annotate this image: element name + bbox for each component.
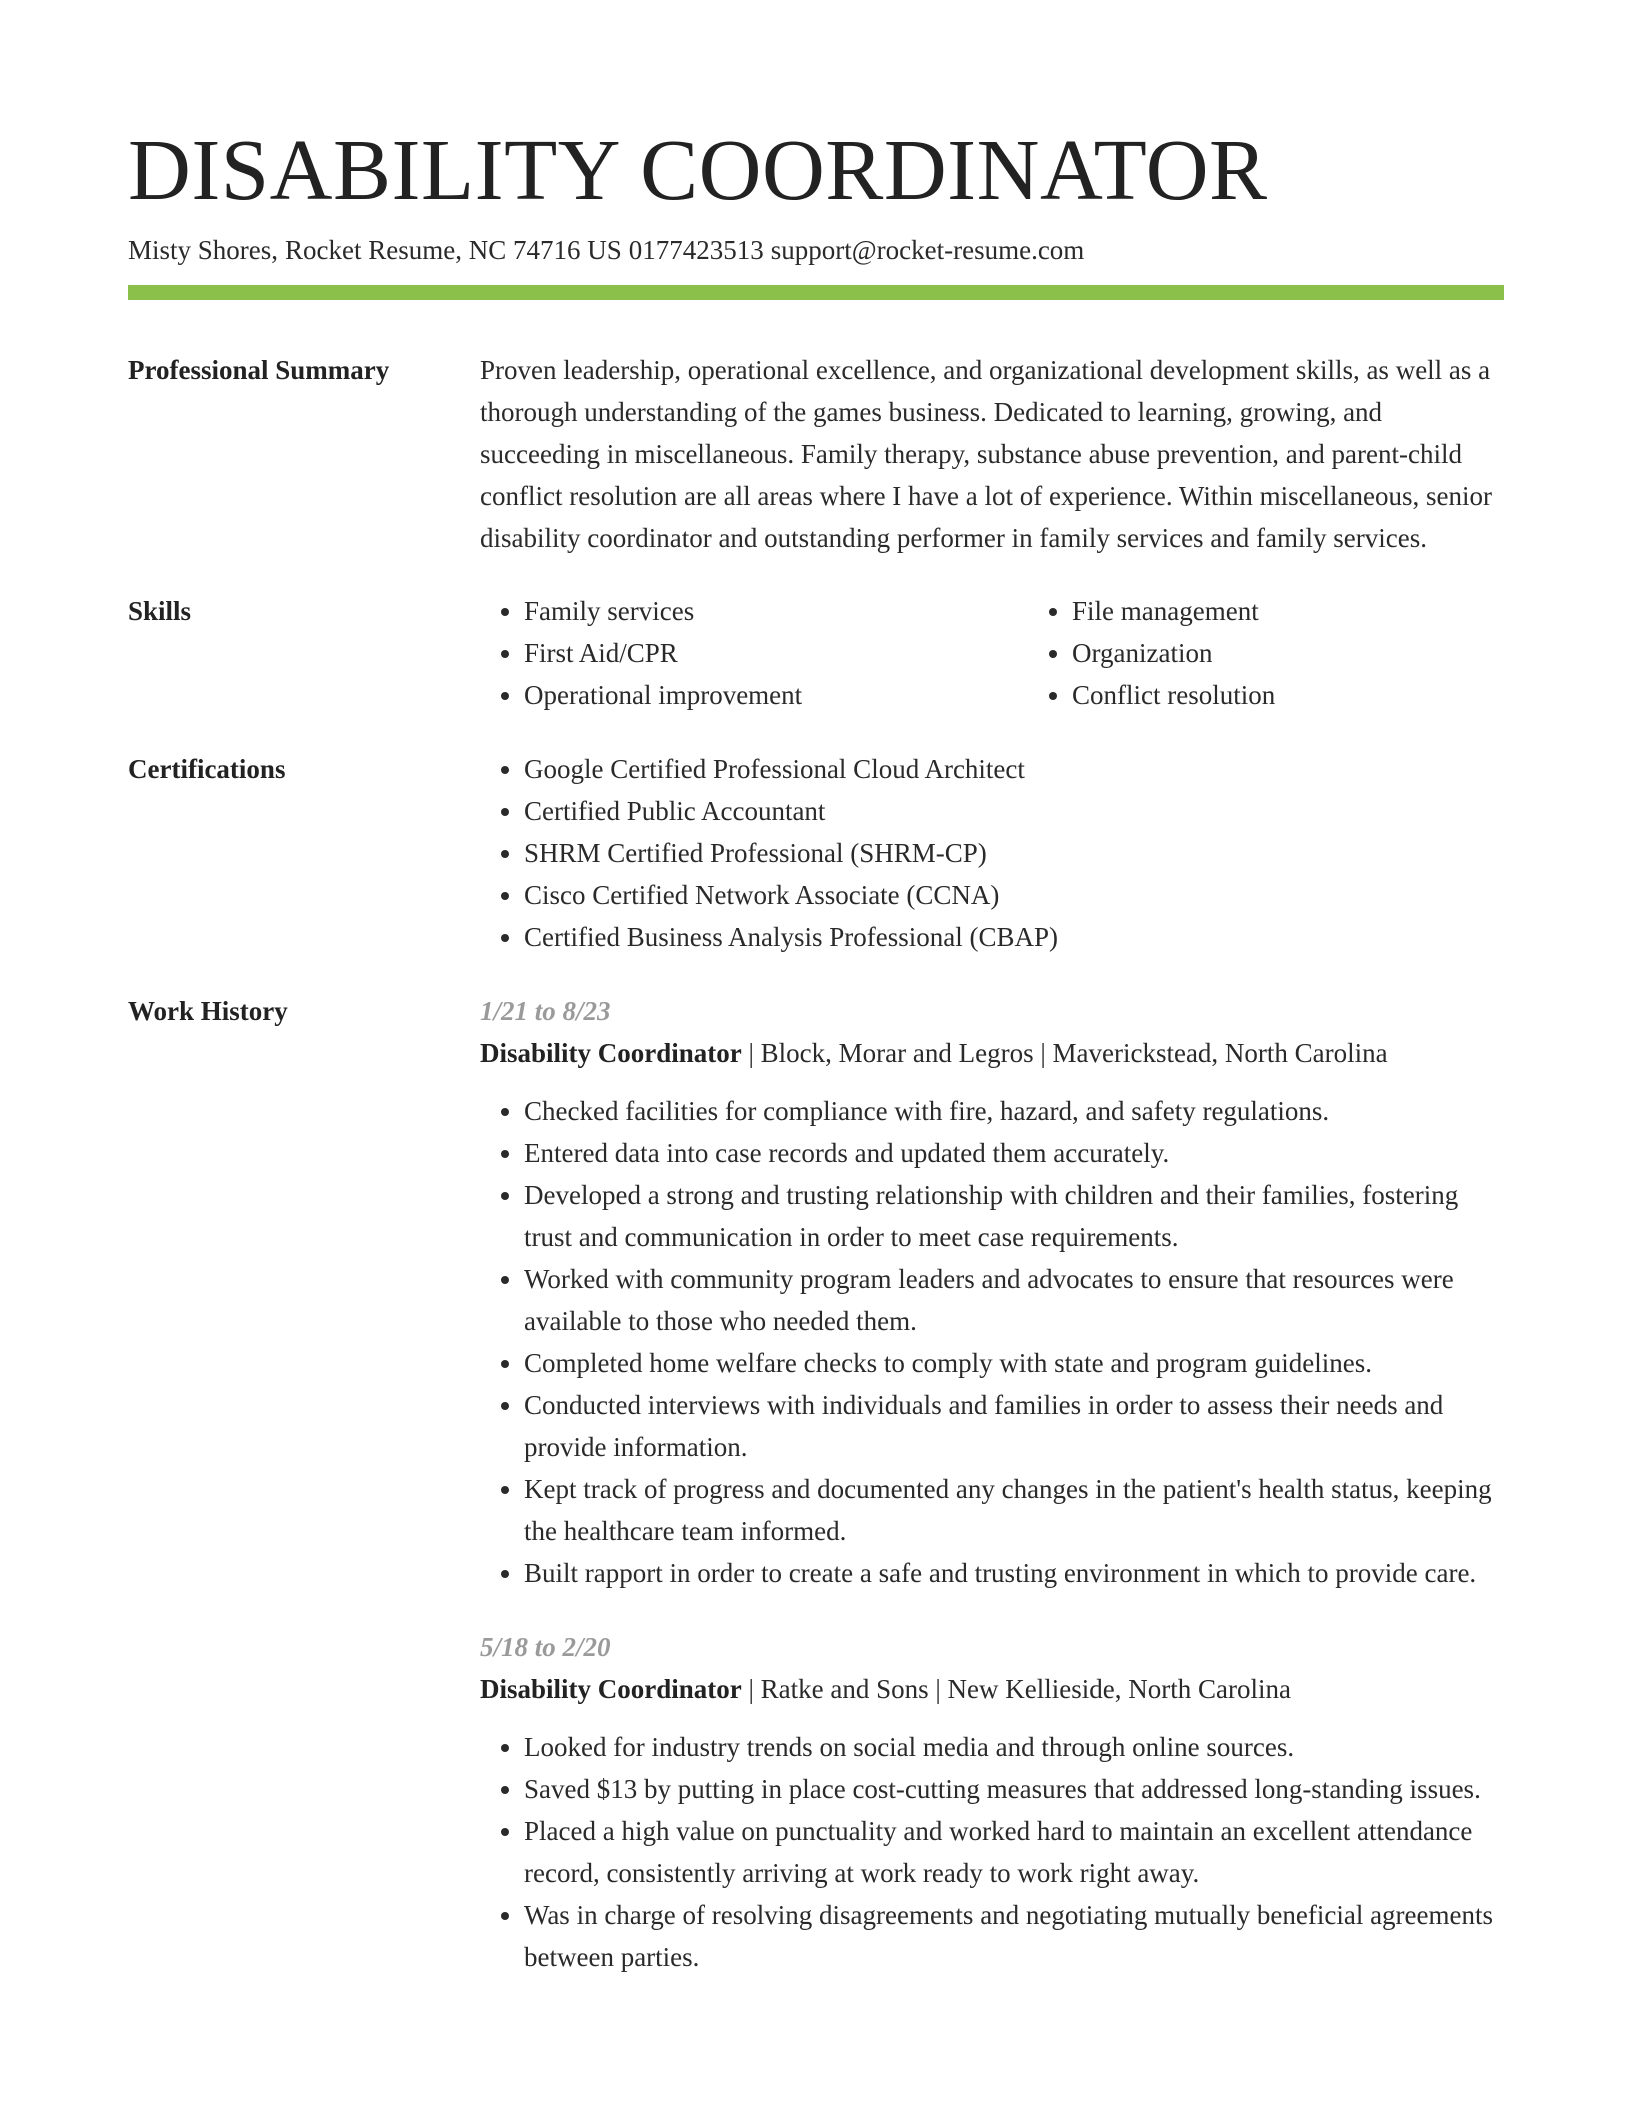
job-bullet: • Entered data into case records and updated them accurately. (524, 1132, 1504, 1174)
certification-item: • SHRM Certified Professional (SHRM-CP) (524, 832, 1504, 874)
job-bullet: • Completed home welfare checks to comply with state and program guidelines. (524, 1342, 1504, 1384)
contact-phone: 0177423513 (628, 235, 764, 265)
job-bullet: • Built rapport in order to create a safe and trusting environment in which to provide care. (524, 1552, 1504, 1594)
job-bullet: • Worked with community program leaders and advocates to ensure that resources were available to those who needed them. (524, 1258, 1504, 1342)
accent-divider (128, 285, 1504, 300)
skills-grid (480, 590, 1576, 716)
skills-heading: Skills (128, 596, 192, 626)
skill-item: • Organization (1072, 632, 1576, 674)
contact-line (128, 232, 1504, 268)
resume-page (128, 118, 1504, 1978)
job-bullets (480, 1726, 1504, 1978)
job-title: Disability Coordinator (480, 1038, 742, 1068)
skills-section (128, 590, 1504, 716)
certification-item: • Certified Public Accountant (524, 790, 1504, 832)
job-bullet: • Kept track of progress and documented any changes in the patient's health status, keeping the healthcare team informed. (524, 1468, 1504, 1552)
summary-text: Proven leadership, operational excellence, and organizational development skills, as well as a thorough understanding of the games business. Dedicated to learning, growing, and succeeding in miscellaneous. Family therapy, substance abuse prevention, and parent-child conflict resolution are all areas where I have a lot of experience. Within miscellaneous, senior disability coordinator and outstanding performer in family services and family services. (480, 355, 1493, 553)
job-dates: 5/18 to 2/20 (480, 1632, 611, 1662)
contact-email[interactable]: support@rocket-resume.com (770, 235, 1085, 265)
job-bullet: • Conducted interviews with individuals and families in order to assess their needs and provide information. (524, 1384, 1504, 1468)
certifications-list (480, 748, 1504, 958)
skill-item: • First Aid/CPR (524, 632, 1028, 674)
job-details: | Ratke and Sons | New Kellieside, North Carolina (741, 1674, 1291, 1704)
skills-list-right (1028, 590, 1576, 716)
certification-item: • Google Certified Professional Cloud Architect (524, 748, 1504, 790)
resume-title: DISABILITY COORDINATOR (128, 121, 1268, 218)
certification-item: • Cisco Certified Network Associate (CCNA) (524, 874, 1504, 916)
job-dates: 1/21 to 8/23 (480, 996, 611, 1026)
work-history-section (128, 990, 1504, 1978)
skills-list-left (480, 590, 1028, 716)
certification-item: • Certified Business Analysis Professional (CBAP) (524, 916, 1504, 958)
certifications-heading: Certifications (128, 754, 286, 784)
work-history-heading: Work History (128, 996, 288, 1026)
job-title: Disability Coordinator (480, 1674, 742, 1704)
job-bullet: • Placed a high value on punctuality and worked hard to maintain an excellent attendance record, consistently arriving at work ready to work right away. (524, 1810, 1504, 1894)
job-entry (480, 990, 1504, 1594)
skill-item: • Family services (524, 590, 1028, 632)
summary-heading: Professional Summary (128, 355, 390, 385)
summary-section (128, 349, 1504, 559)
job-bullet: • Checked facilities for compliance with fire, hazard, and safety regulations. (524, 1090, 1504, 1132)
job-bullet: • Saved $13 by putting in place cost-cutting measures that addressed long-standing issues. (524, 1768, 1504, 1810)
job-header (480, 1032, 1504, 1074)
contact-address: Rocket Resume, NC 74716 US (285, 235, 622, 265)
skill-item: • File management (1072, 590, 1576, 632)
job-details: | Block, Morar and Legros | Maverickstead, North Carolina (741, 1038, 1388, 1068)
job-bullet: • Developed a strong and trusting relationship with children and their families, fostering trust and communication in order to meet case requirements. (524, 1174, 1504, 1258)
job-bullet: • Looked for industry trends on social media and through online sources. (524, 1726, 1504, 1768)
skill-item: • Operational improvement (524, 674, 1028, 716)
job-bullets (480, 1090, 1504, 1594)
contact-name: Misty Shores, (128, 235, 279, 265)
job-header (480, 1668, 1504, 1710)
certifications-section (128, 748, 1504, 958)
skill-item: • Conflict resolution (1072, 674, 1576, 716)
job-entry (480, 1626, 1504, 1978)
job-bullet: • Was in charge of resolving disagreements and negotiating mutually beneficial agreements between parties. (524, 1894, 1504, 1978)
